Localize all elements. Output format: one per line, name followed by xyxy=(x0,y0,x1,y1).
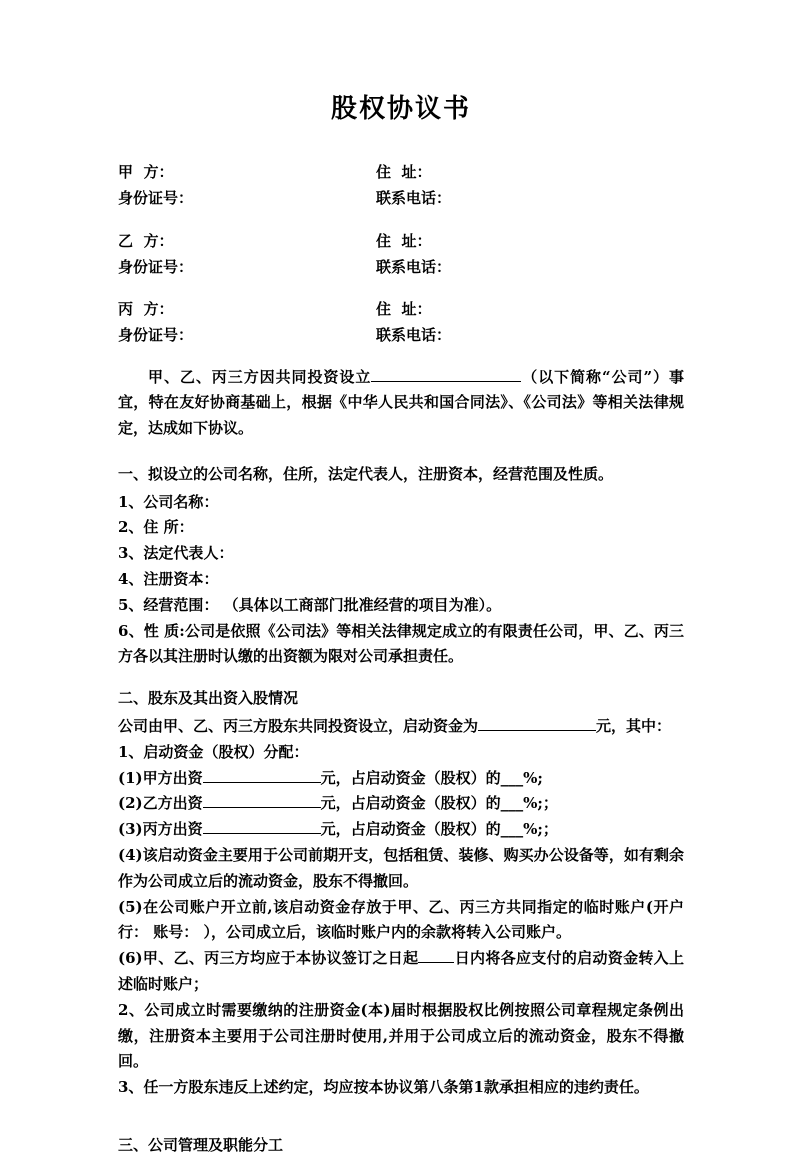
subitem-2-text-2: 元，占启动资金（股权）的___%;； xyxy=(320,794,558,813)
party-info-block xyxy=(118,296,684,349)
section-2-item-3: 3、任一方股东违反上述约定，均应按本协议第八条第1款承担相应的违约责任。 xyxy=(118,1078,649,1097)
preamble-text-1: 甲、乙、丙三方因共同投资设立 xyxy=(148,367,372,386)
party-info-block xyxy=(118,228,684,281)
blank-party-b-amount xyxy=(203,807,321,808)
subitem-1-text-1: (1)甲方出资 xyxy=(118,768,203,787)
subitem-1-text-2: 元，占启动资金（股权）的___%; xyxy=(320,768,543,787)
page-title: 股权协议书 xyxy=(330,94,471,124)
section-1-item: 6、性 质:公司是依照《公司法》等相关法律规定成立的有限责任公司，甲、乙、丙三方各以其注册时认缴的出资额为限对公司承担责任。 xyxy=(118,621,684,666)
blank-startup-capital xyxy=(478,730,596,731)
party-field-label: 联系电话： xyxy=(376,257,452,276)
section-2-item-1: 1、启动资金（股权）分配： xyxy=(118,742,309,761)
subitem-3-text-2: 元，占启动资金（股权）的___%;； xyxy=(320,820,558,839)
party-row xyxy=(118,185,684,211)
subitem-6-text-1: (6)甲、乙、丙三方均应于本协议签订之日起 xyxy=(118,949,419,968)
section-2-subitem-3 xyxy=(118,817,684,843)
section-2-subitem-1 xyxy=(118,766,684,792)
party-field-label: 丙 方： xyxy=(118,300,174,318)
spacer xyxy=(118,1117,684,1133)
party-field-label: 联系电话： xyxy=(376,326,452,345)
party-field-label: 身份证号： xyxy=(118,326,194,345)
section-2-subitem-6 xyxy=(118,946,684,998)
party-field-label: 住 址： xyxy=(376,163,432,181)
section-1-item: 3、法定代表人： xyxy=(118,544,234,563)
section-2-intro-text-1: 公司由甲、乙、丙三方股东共同投资设立，启动资金为 xyxy=(118,717,479,736)
party-row xyxy=(118,254,684,280)
party-field-label: 住 址： xyxy=(376,300,432,318)
section-1-item: 1、公司名称： xyxy=(118,492,219,511)
party-field-label: 联系电话： xyxy=(376,189,452,208)
section-2-intro xyxy=(118,714,684,740)
section-2-item-2: 2、公司成立时需要缴纳的注册资金(本)届时根据股权比例按照公司章程规定条例出缴，注册资本主要用于公司注册时使用,并用于公司成立后的流动资金，股东不得撤回。 xyxy=(118,1000,684,1071)
section-1-item: 5、经营范围： （具体以工商部门批准经营的项目为准）。 xyxy=(118,595,502,614)
section-2-subitem-2 xyxy=(118,791,684,817)
section-3-heading: 三、公司管理及职能分工 xyxy=(118,1136,284,1155)
party-field-label: 甲 方： xyxy=(118,163,174,181)
subitem-3-text-1: (3)丙方出资 xyxy=(118,820,203,839)
party-info-block xyxy=(118,159,684,212)
subitem-6-text-2: 日内将各应支付的启动资金转入上述临时账户； xyxy=(118,949,684,994)
blank-party-c-amount xyxy=(203,833,321,834)
party-field-label: 乙 方： xyxy=(118,231,174,250)
section-2-subitem-5: (5)在公司账户开立前,该启动资金存放于甲、乙、丙三方共同指定的临时账户(开户行： 账号： ），公司成立后，该临时账户内的余款将转入公司账户。 xyxy=(118,897,684,942)
section-2-intro-text-2: 元，其中： xyxy=(596,717,672,736)
blank-party-a-amount xyxy=(203,782,321,783)
party-row xyxy=(118,159,684,185)
section-1-item: 2、住 所： xyxy=(118,518,194,537)
party-field-label: 住 址： xyxy=(376,231,432,250)
preamble-paragraph xyxy=(118,365,684,442)
spacer xyxy=(118,670,684,686)
section-1-item: 4、注册资本： xyxy=(118,570,219,589)
preamble-text-2: （以下简称“公司”）事宜，特在友好协商基础上，根据《中华人民共和国合同法》、《公司法》等相关法律规定，达成如下协议。 xyxy=(118,367,684,438)
party-row xyxy=(118,228,684,254)
section-2-subitem-4: (4)该启动资金主要用于公司前期开支，包括租赁、装修、购买办公设备等，如有剩余作为公司成立后的流动资金，股东不得撤回。 xyxy=(118,846,684,890)
subitem-2-text-1: (2)乙方出资 xyxy=(118,794,203,813)
party-row xyxy=(118,322,684,348)
spacer xyxy=(118,446,684,462)
party-row xyxy=(118,296,684,322)
blank-company-name xyxy=(371,381,521,382)
section-2-heading: 二、股东及其出资入股情况 xyxy=(118,689,299,708)
party-field-label: 身份证号： xyxy=(118,189,194,208)
section-1-heading: 一、拟设立的公司名称，住所，法定代表人，注册资本，经营范围及性质。 xyxy=(118,464,614,483)
blank-days xyxy=(418,962,454,963)
spacer xyxy=(118,1101,684,1117)
document-body xyxy=(118,365,684,1159)
party-field-label: 身份证号： xyxy=(118,257,194,276)
